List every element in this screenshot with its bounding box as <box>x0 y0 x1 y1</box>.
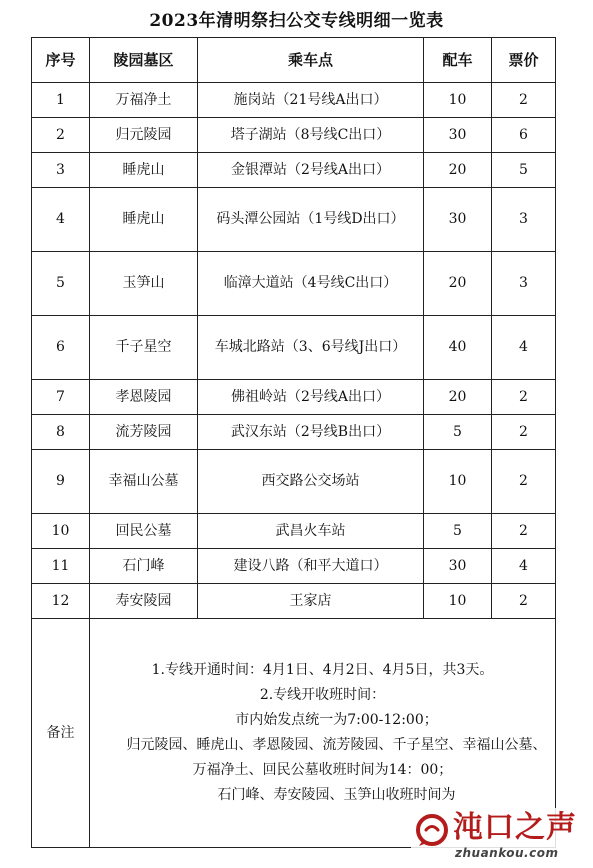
row-stop: 武汉东站（2号线B出口） <box>198 415 424 450</box>
row-stop: 建设八路（和平大道口） <box>198 549 424 584</box>
row-fare: 3 <box>492 188 556 252</box>
row-fare: 4 <box>492 316 556 380</box>
remarks-line: 石门峰、寿安陵园、玉笋山收班时间为 <box>217 787 456 803</box>
bus-line-table <box>31 37 556 848</box>
row-vehicles: 10 <box>424 83 492 118</box>
watermark-url: zhuankou.com <box>455 846 559 860</box>
table-row <box>32 584 556 619</box>
row-vehicles: 10 <box>424 584 492 619</box>
row-vehicles: 10 <box>424 450 492 514</box>
header-stop: 乘车点 <box>198 38 424 83</box>
row-index: 10 <box>32 514 90 549</box>
row-vehicles: 20 <box>424 153 492 188</box>
row-vehicles: 20 <box>424 252 492 316</box>
row-fare: 3 <box>492 252 556 316</box>
row-stop: 西交路公交场站 <box>198 450 424 514</box>
row-cemetery: 归元陵园 <box>90 118 198 153</box>
row-cemetery: 睡虎山 <box>90 153 198 188</box>
row-fare: 2 <box>492 514 556 549</box>
remarks-label: 备注 <box>32 619 90 848</box>
row-stop: 金银潭站（2号线A出口） <box>198 153 424 188</box>
row-vehicles: 5 <box>424 514 492 549</box>
row-cemetery: 寿安陵园 <box>90 584 198 619</box>
row-index: 5 <box>32 252 90 316</box>
row-vehicles: 5 <box>424 415 492 450</box>
row-cemetery: 回民公墓 <box>90 514 198 549</box>
watermark <box>411 808 587 864</box>
table-row <box>32 153 556 188</box>
header-fare: 票价 <box>492 38 556 83</box>
table-row <box>32 380 556 415</box>
header-vehicles: 配车 <box>424 38 492 83</box>
table-row <box>32 118 556 153</box>
table-row <box>32 549 556 584</box>
row-fare: 4 <box>492 549 556 584</box>
row-vehicles: 30 <box>424 549 492 584</box>
table-row <box>32 450 556 514</box>
header-index: 序号 <box>32 38 90 83</box>
row-index: 3 <box>32 153 90 188</box>
row-stop: 王家店 <box>198 584 424 619</box>
watermark-name: 沌口之声 <box>453 810 577 845</box>
row-index: 12 <box>32 584 90 619</box>
row-cemetery: 孝恩陵园 <box>90 380 198 415</box>
speech-bubble-logo-icon <box>415 814 449 848</box>
remarks-line: 2.专线开收班时间： <box>259 687 386 703</box>
table-row <box>32 514 556 549</box>
header-cemetery: 陵园墓区 <box>90 38 198 83</box>
row-index: 2 <box>32 118 90 153</box>
row-index: 7 <box>32 380 90 415</box>
row-cemetery: 千子星空 <box>90 316 198 380</box>
row-index: 6 <box>32 316 90 380</box>
row-fare: 2 <box>492 380 556 415</box>
remarks-line: 1.专线开通时间：4月1日、4月2日、4月5日，共3天。 <box>151 662 494 678</box>
row-vehicles: 30 <box>424 118 492 153</box>
row-fare: 2 <box>492 450 556 514</box>
row-index: 8 <box>32 415 90 450</box>
row-fare: 2 <box>492 83 556 118</box>
table-row <box>32 83 556 118</box>
page-title: 2023年清明祭扫公交专线明细一览表 <box>149 11 444 31</box>
row-cemetery: 睡虎山 <box>90 188 198 252</box>
row-vehicles: 20 <box>424 380 492 415</box>
row-stop: 施岗站（21号线A出口） <box>198 83 424 118</box>
row-stop: 码头潭公园站（1号线D出口） <box>198 188 424 252</box>
table-row <box>32 252 556 316</box>
row-stop: 车城北路站（3、6号线J出口） <box>198 316 424 380</box>
row-index: 4 <box>32 188 90 252</box>
row-fare: 2 <box>492 415 556 450</box>
row-stop: 塔子湖站（8号线C出口） <box>198 118 424 153</box>
row-cemetery: 万福净土 <box>90 83 198 118</box>
row-cemetery: 石门峰 <box>90 549 198 584</box>
remarks-line: 市内始发点统一为7:00-12:00； <box>235 712 438 728</box>
table-row <box>32 316 556 380</box>
remarks-line: 归元陵园、睡虎山、孝恩陵园、流芳陵园、千子星空、幸福山公墓、万福净土、回民公墓收班时间为14：00； <box>126 737 547 778</box>
row-fare: 6 <box>492 118 556 153</box>
row-cemetery: 流芳陵园 <box>90 415 198 450</box>
row-stop: 佛祖岭站（2号线A出口） <box>198 380 424 415</box>
row-vehicles: 40 <box>424 316 492 380</box>
row-vehicles: 30 <box>424 188 492 252</box>
row-index: 9 <box>32 450 90 514</box>
table-row <box>32 415 556 450</box>
row-fare: 2 <box>492 584 556 619</box>
row-fare: 5 <box>492 153 556 188</box>
row-cemetery: 玉笋山 <box>90 252 198 316</box>
table-row <box>32 188 556 252</box>
row-index: 11 <box>32 549 90 584</box>
row-stop: 武昌火车站 <box>198 514 424 549</box>
header-row <box>32 38 556 83</box>
row-index: 1 <box>32 83 90 118</box>
row-cemetery: 幸福山公墓 <box>90 450 198 514</box>
row-stop: 临漳大道站（4号线C出口） <box>198 252 424 316</box>
